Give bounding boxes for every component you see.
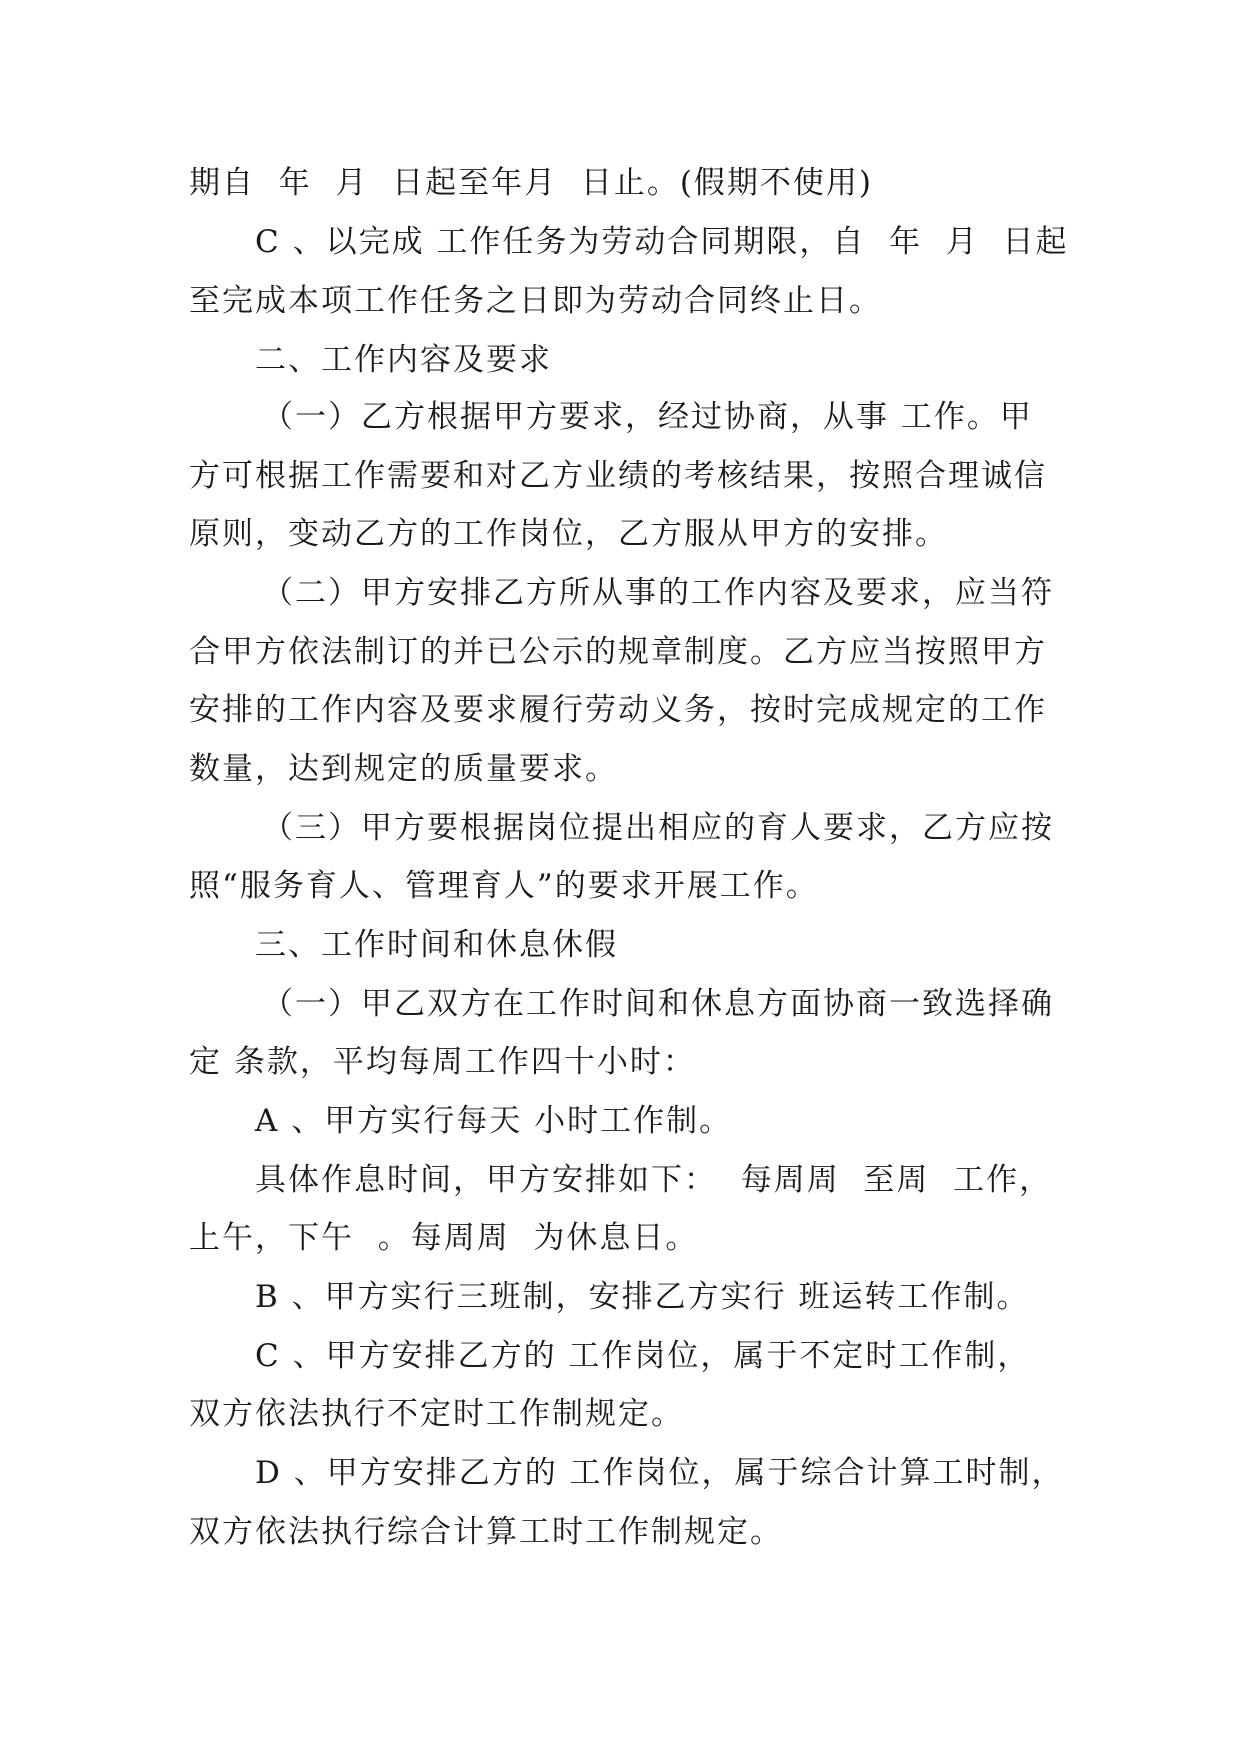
text-line: 至完成本项工作任务之日即为劳动合同终止日。 [189,283,882,319]
text-line: 上午，下午 。每周周 为休息日。 [189,1220,699,1256]
text-line: 合甲方依法制订的并已公示的规章制度。乙方应当按照甲方 [189,634,1047,670]
text-line: 安排的工作内容及要求履行劳动义务，按时完成规定的工作 [189,692,1047,728]
text-line: （一）甲乙双方在工作时间和休息方面协商一致选择确 [262,986,1054,1022]
text-line: 方可根据工作需要和对乙方业绩的考核结果，按照合理诚信 [189,458,1047,494]
text-line: A 、甲方实行每天 小时工作制。 [255,1103,733,1139]
text-line: 双方依法执行不定时工作制规定。 [189,1396,684,1432]
text-line: 数量，达到规定的质量要求。 [189,751,618,787]
text-line: （三）甲方要根据岗位提出相应的育人要求，乙方应按 [262,810,1054,846]
text-line: （一）乙方根据甲方要求，经过协商，从事 工作。甲 [262,399,1033,435]
section-heading: 二、工作内容及要求 [255,342,552,378]
text-line: B 、甲方实行三班制，安排乙方实行 班运转工作制。 [255,1279,1030,1315]
text-line: 双方依法执行综合计算工时工作制规定。 [189,1514,783,1550]
text-line: C 、以完成 工作任务为劳动合同期限，自 年 月 日起 [255,224,1069,260]
text-line: 期自 年 月 日起至年月 日止。(假期不使用) [189,165,874,201]
text-line: 定 条款，平均每周工作四十小时： [189,1044,696,1080]
text-line: 原则，变动乙方的工作岗位，乙方服从甲方的安排。 [189,516,948,552]
text-line: （二）甲方安排乙方所从事的工作内容及要求，应当符 [262,575,1054,611]
section-heading: 三、工作时间和休息休假 [255,927,618,963]
text-line: C 、甲方安排乙方的 工作岗位，属于不定时工作制， [255,1338,1031,1374]
text-line: 照“服务育人、管理育人”的要求开展工作。 [189,868,819,904]
text-line: D 、甲方安排乙方的 工作岗位，属于综合计算工时制， [255,1455,1065,1491]
text-line: 具体作息时间，甲方安排如下： 每周周 至周 工作， [255,1162,1053,1198]
